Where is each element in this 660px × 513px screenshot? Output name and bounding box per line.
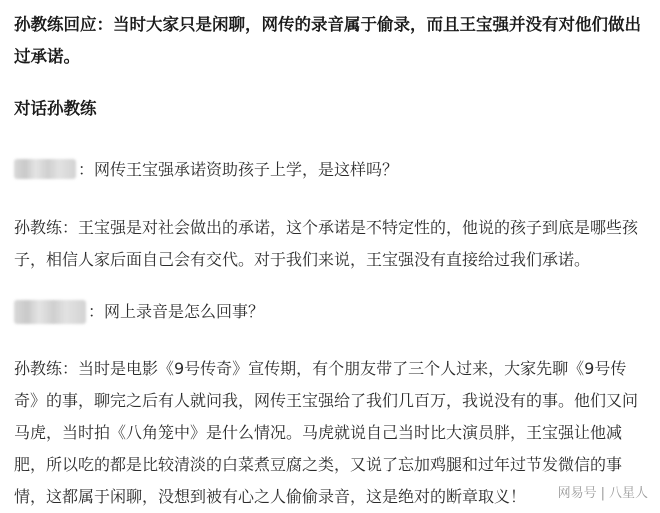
question-1: [14, 154, 644, 186]
watermark-author: 八星人: [608, 486, 648, 501]
source-watermark: [558, 485, 648, 503]
question-2-text: ：网上录音是怎么回事？: [88, 302, 265, 321]
question-2: [14, 296, 644, 328]
answer-1: 孙教练：王宝强是对社会做出的承诺，这个承诺是不特定性的，他说的孩子到底是哪些孩子，相信人家后面自己会有交代。对于我们来说，王宝强没有直接给过我们承诺。: [14, 218, 639, 269]
section-title: 对话孙教练: [14, 99, 97, 118]
watermark-source: 网易号: [557, 486, 597, 501]
watermark-separator: |: [600, 486, 605, 501]
article-headline: 孙教练回应：当时大家只是闲聊，网传的录音属于偷录，而且王宝强并没有对他们做出过承诺。: [14, 15, 641, 66]
redacted-name-2: [14, 300, 86, 324]
answer-2: 孙教练：当时是电影《9号传奇》宣传期，有个朋友带了三个人过来，大家先聊《9号传奇》的事，聊完之后有人就问我，网传王宝强给了我们几百万，我说没有的事。他们又问马虎，当时拍《八角笼中》是什么情况。马虎就说自己当时比大演员胖，王宝强让他减肥，所以吃的都是比较清淡的白菜煮豆腐之类，又说了忘加鸡腿和过年过节发微信的事情，这都属于闲聊，没想到被有心之人偷偷录音，这是绝对的断章取义！: [14, 359, 639, 506]
redacted-name-1: [14, 159, 76, 179]
question-1-text: ：网传王宝强承诺资助孩子上学，是这样吗？: [78, 160, 399, 179]
